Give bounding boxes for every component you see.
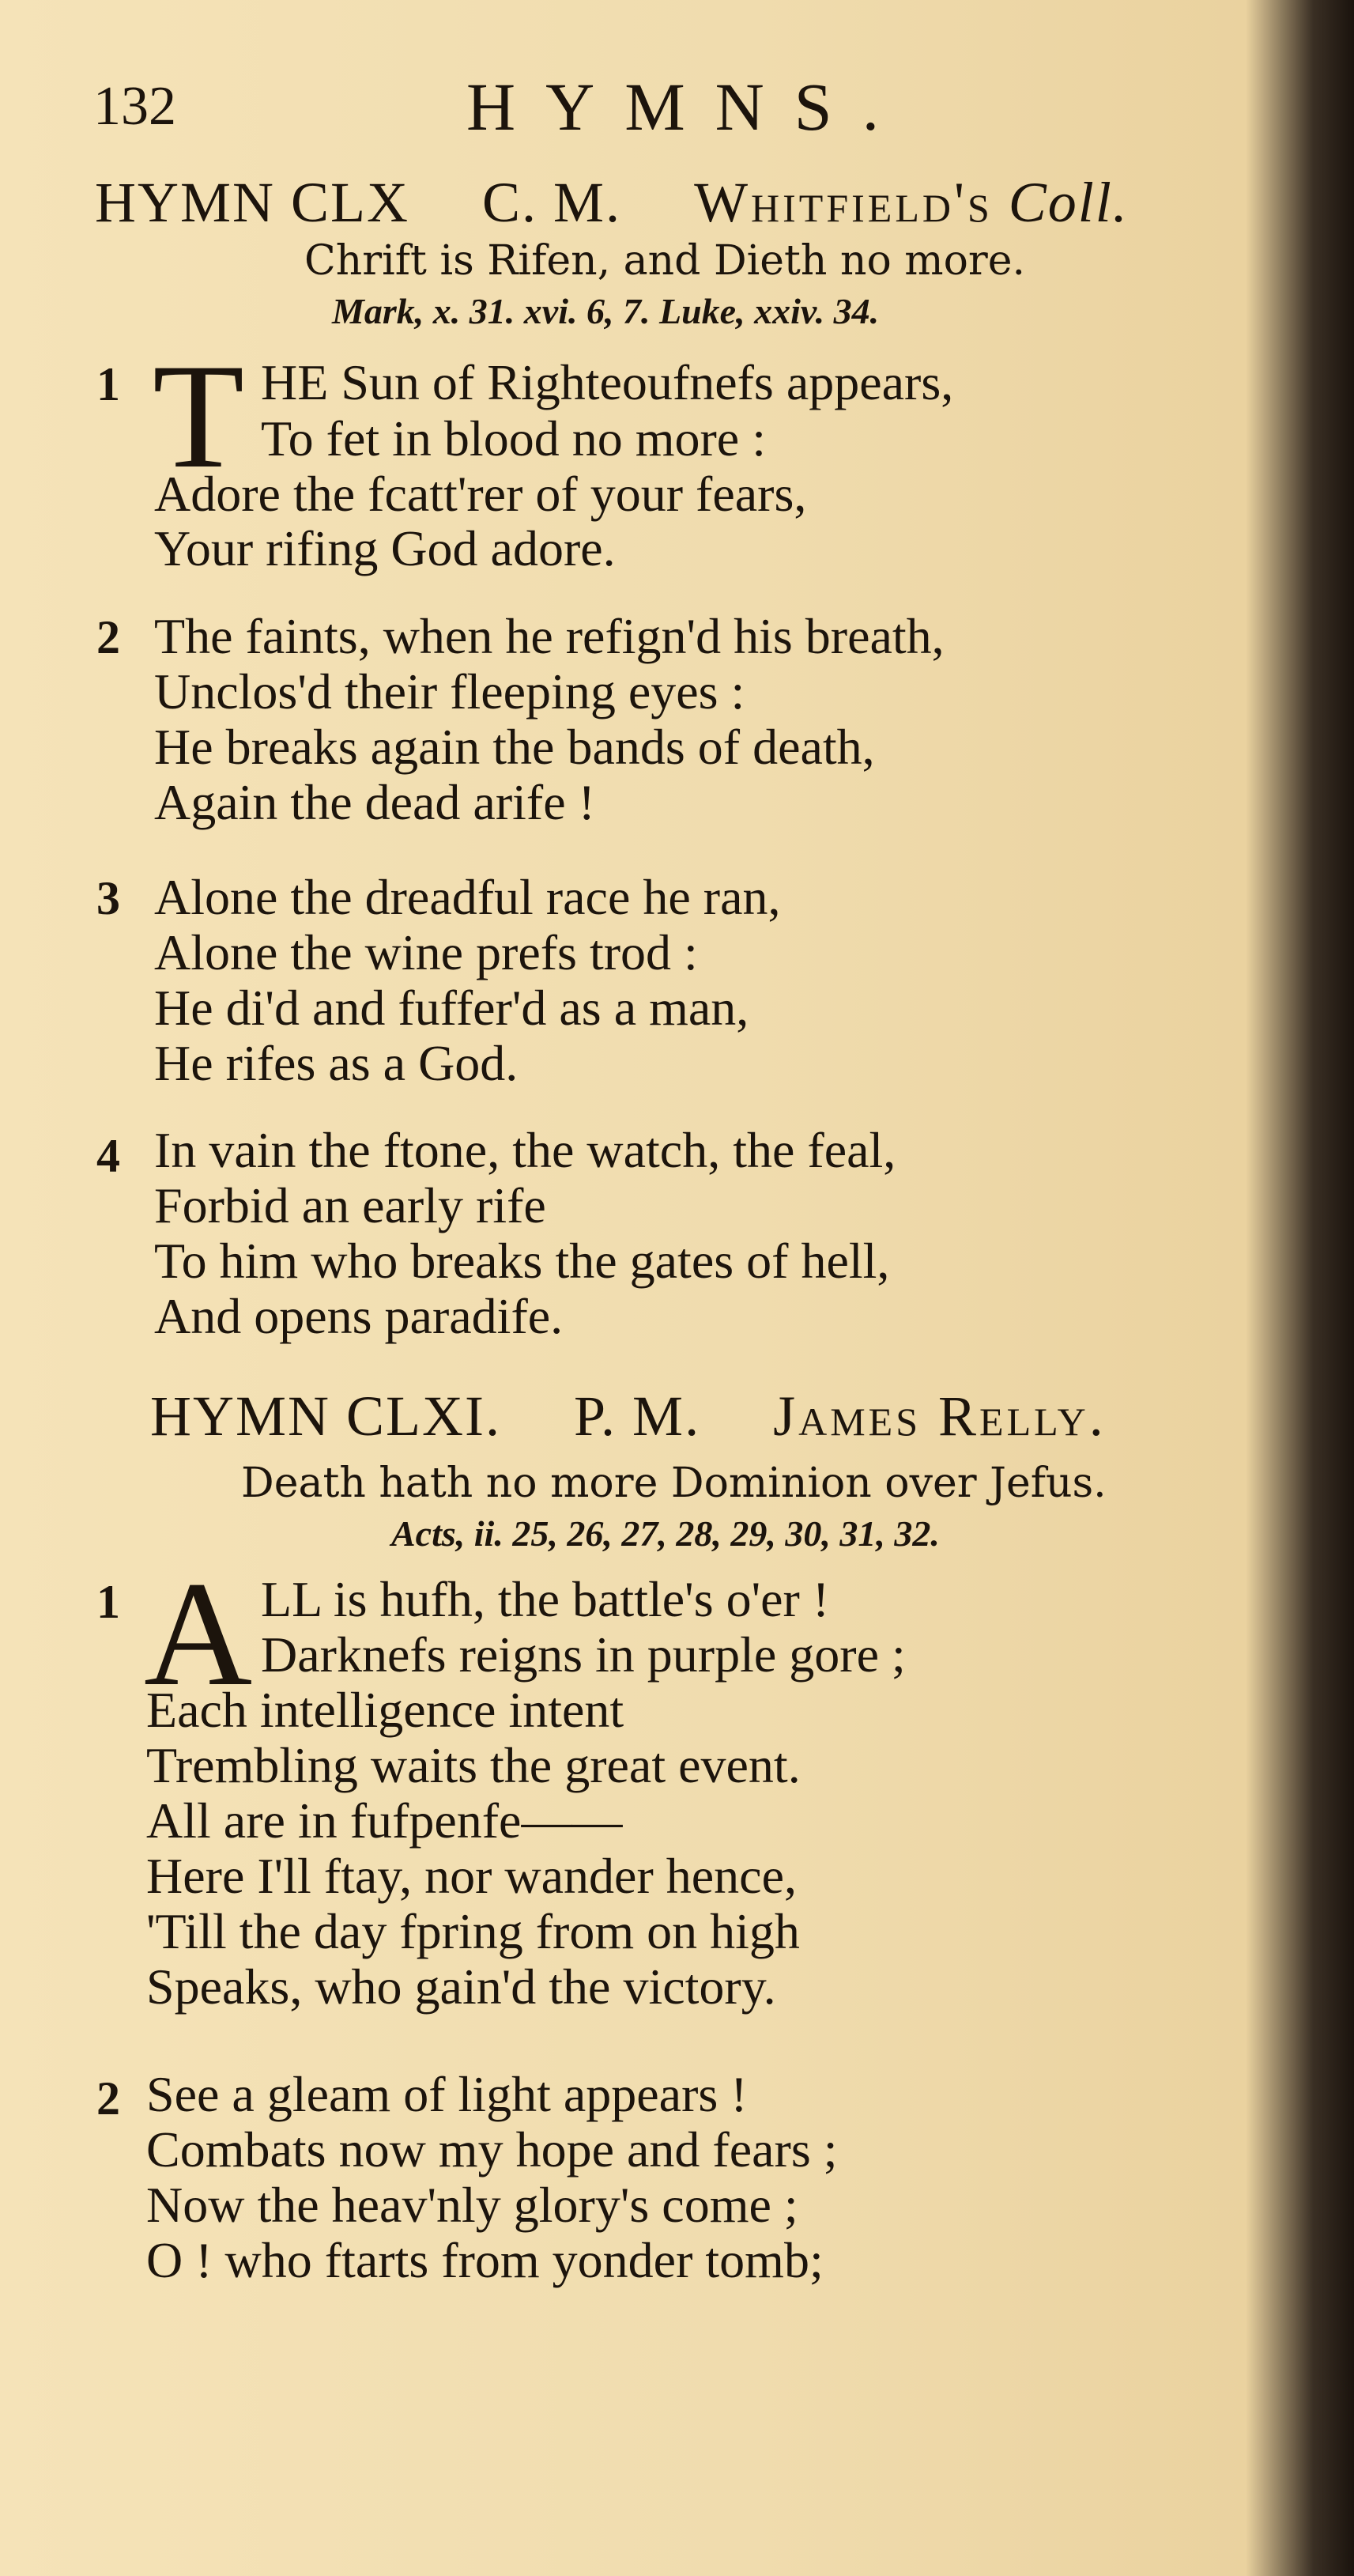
verse-line: Trembling waits the great event. xyxy=(146,1737,801,1793)
verse-line: Alone the wine prefs trod : xyxy=(154,924,698,980)
hymn-number-label: HYMN CLXI. xyxy=(150,1384,501,1448)
stanza-number: 4 xyxy=(96,1130,120,1182)
hymn-subtitle: Death hath no more Dominion over Jefus. xyxy=(241,1460,1107,1507)
verse-line: See a gleam of light appears ! xyxy=(146,2066,748,2122)
verse-line: Now the heav'nly glory's come ; xyxy=(146,2177,798,2233)
verse-line: To fet in blood no more : xyxy=(261,410,766,466)
verse-line: LL is hufh, the battle's o'er ! xyxy=(261,1571,830,1627)
verse-line: Forbid an early rife xyxy=(154,1177,546,1233)
hymn-attribution-name: Whitfield's xyxy=(694,171,993,234)
hymn-metre: P. M. xyxy=(573,1384,701,1448)
running-title: HYMNS. xyxy=(466,69,910,145)
hymn-attribution-name: James Relly. xyxy=(773,1384,1107,1448)
verse-line: To him who breaks the gates of hell, xyxy=(154,1233,890,1289)
hymn-attribution-coll: Coll. xyxy=(1008,171,1129,234)
scripture-reference: Mark, x. 31. xvi. 6, 7. Luke, xxiv. 34. xyxy=(332,291,880,331)
verse-line: In vain the ftone, the watch, the feal, xyxy=(154,1122,896,1178)
verse-line: Here I'll ftay, nor wander hence, xyxy=(146,1848,797,1904)
stanza-number: 2 xyxy=(96,2072,120,2125)
verse-line: He breaks again the bands of death, xyxy=(154,719,875,775)
stanza-number: 1 xyxy=(96,358,120,410)
verse-line: The faints, when he refign'd his breath, xyxy=(154,608,945,664)
verse-line: HE Sun of Righteoufnefs appears, xyxy=(261,354,954,410)
drop-cap: A xyxy=(144,1551,253,1717)
verse-line: And opens paradife. xyxy=(154,1288,564,1344)
verse-line: Again the dead arife ! xyxy=(154,774,595,830)
stanza-number: 2 xyxy=(96,611,120,663)
verse-line: Alone the dreadful race he ran, xyxy=(154,869,781,925)
verse-line: Unclos'd their fleeping eyes : xyxy=(154,663,745,720)
verse-line: Combats now my hope and fears ; xyxy=(146,2121,838,2178)
stanza-number: 3 xyxy=(96,872,120,924)
hymn-number-label: HYMN CLX xyxy=(95,171,410,234)
verse-line: 'Till the day fpring from on high xyxy=(146,1903,800,1959)
hymn-subtitle: Chrift is Rifen, and Dieth no more. xyxy=(304,237,1026,285)
verse-line: Adore the fcatt'rer of your fears, xyxy=(154,466,807,522)
verse-line: Your rifing God adore. xyxy=(154,520,616,576)
verse-line: He di'd and fuffer'd as a man, xyxy=(154,980,749,1036)
stanza-number: 1 xyxy=(96,1576,120,1628)
verse-line: All are in fufpenfe—— xyxy=(146,1792,623,1849)
hymn-metre: C. M. xyxy=(482,171,622,234)
hymn-heading xyxy=(150,1384,1107,1449)
drop-cap: T xyxy=(153,334,245,500)
scripture-reference: Acts, ii. 25, 26, 27, 28, 29, 30, 31, 32. xyxy=(391,1513,940,1554)
verse-line: O ! who ftarts from yonder tomb; xyxy=(146,2232,824,2288)
verse-line: Speaks, who gain'd the victory. xyxy=(146,1958,776,2015)
verse-line: Each intelligence intent xyxy=(146,1682,624,1738)
hymn-heading xyxy=(95,170,1129,236)
verse-line: He rifes as a God. xyxy=(154,1035,519,1091)
verse-line: Darknefs reigns in purple gore ; xyxy=(261,1626,906,1683)
page-number: 132 xyxy=(93,76,176,137)
